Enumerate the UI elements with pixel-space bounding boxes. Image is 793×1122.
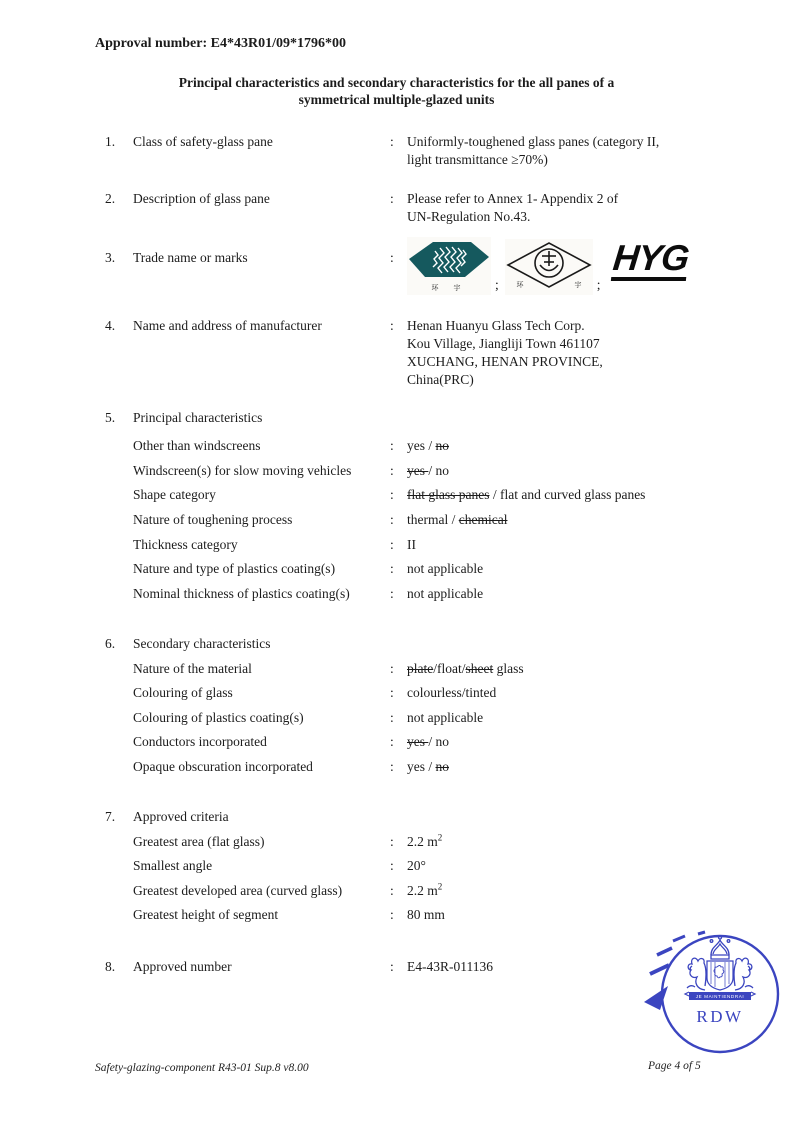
page-title-line2: symmetrical multiple-glazed units bbox=[298, 92, 495, 107]
row-label: Windscreen(s) for slow moving vehicles bbox=[133, 463, 352, 478]
row-value: yes / no bbox=[407, 438, 449, 453]
row-value: yes / no bbox=[407, 734, 450, 749]
section-number: 6. bbox=[105, 636, 116, 651]
row-value: II bbox=[407, 537, 416, 552]
item-value-line: light transmittance ≥70%) bbox=[407, 152, 548, 167]
row-label: Greatest developed area (curved glass) bbox=[133, 883, 343, 898]
item-value bbox=[407, 317, 737, 389]
colon: : bbox=[390, 191, 394, 206]
hexagon-trademark-icon bbox=[407, 237, 491, 295]
row-label: Other than windscreens bbox=[133, 438, 261, 453]
colon: : bbox=[390, 759, 394, 774]
row-value: 2.2 $m^2$ bbox=[407, 832, 443, 849]
colon: : bbox=[390, 959, 394, 974]
item-label: Approved number bbox=[133, 959, 232, 974]
section-title: Principal characteristics bbox=[133, 410, 263, 425]
row-label: Nominal thickness of plastics coating(s) bbox=[133, 586, 350, 601]
item-value-line: Uniformly-toughened glass panes (category II, bbox=[407, 134, 660, 149]
row-label: Nature of the material bbox=[133, 661, 252, 676]
colon: : bbox=[390, 134, 394, 149]
item-number: 8. bbox=[105, 959, 116, 974]
row-value: plate/float/sheet glass bbox=[407, 661, 524, 676]
diamond-mark-caption: 环 bbox=[516, 281, 524, 289]
colon: : bbox=[390, 685, 394, 700]
colon: : bbox=[390, 250, 394, 265]
row-label: Shape category bbox=[133, 487, 216, 502]
item-value-line: UN-Regulation No.43. bbox=[407, 209, 531, 224]
item-value bbox=[407, 190, 737, 226]
hexagon-mark-caption: 环 bbox=[431, 284, 439, 292]
colon: : bbox=[390, 512, 394, 527]
row-value: flat glass panes / flat and curved glass panes bbox=[407, 487, 646, 502]
trademark-logos bbox=[407, 237, 691, 295]
item-value-line: XUCHANG, HENAN PROVINCE, bbox=[407, 354, 603, 369]
item-value-line: Please refer to Annex 1- Appendix 2 of bbox=[407, 191, 619, 206]
row-label: Greatest height of segment bbox=[133, 907, 279, 922]
item-value-line: Kou Village, Jiangliji Town 461107 bbox=[407, 336, 600, 351]
colon: : bbox=[390, 537, 394, 552]
row-label: Smallest angle bbox=[133, 858, 213, 873]
row-value: thermal / chemical bbox=[407, 512, 508, 527]
item-value-line: Henan Huanyu Glass Tech Corp. bbox=[407, 318, 585, 333]
row-label: Colouring of plastics coating(s) bbox=[133, 710, 304, 725]
colon: : bbox=[390, 834, 394, 849]
diamond-mark-caption: 宇 bbox=[574, 281, 582, 289]
row-value: 80 mm bbox=[407, 907, 445, 922]
colon: : bbox=[390, 463, 394, 478]
section-title: Secondary characteristics bbox=[133, 636, 271, 651]
row-value: 20° bbox=[407, 858, 426, 873]
separator-semicolon: ; bbox=[495, 277, 499, 292]
superscript: 2 bbox=[437, 832, 443, 843]
separator-semicolon: ; bbox=[596, 277, 601, 292]
colon: : bbox=[390, 661, 394, 676]
diamond-trademark-icon bbox=[505, 239, 593, 295]
colon: : bbox=[390, 561, 394, 576]
approval-number: Approval number: E4*43R01/09*1796*00 bbox=[95, 36, 346, 51]
item-value bbox=[407, 133, 737, 169]
rdw-stamp-icon bbox=[643, 928, 793, 1060]
colon: : bbox=[390, 487, 394, 502]
superscript: 2 bbox=[437, 881, 443, 892]
row-label: Thickness category bbox=[133, 537, 238, 552]
footer-page-number: Page 4 of 5 bbox=[648, 1060, 701, 1072]
footer-doc-ref: Safety-glazing-component R43-01 Sup.8 v8.00 bbox=[95, 1062, 309, 1074]
row-label: Nature and type of plastics coating(s) bbox=[133, 561, 336, 576]
section-number: 7. bbox=[105, 809, 116, 824]
colon: : bbox=[390, 710, 394, 725]
colon: : bbox=[390, 883, 394, 898]
item-value-line: China(PRC) bbox=[407, 372, 474, 387]
item-label: Name and address of manufacturer bbox=[133, 318, 322, 333]
page-title bbox=[0, 74, 793, 108]
row-label: Opaque obscuration incorporated bbox=[133, 759, 313, 774]
stamp-org: RDW bbox=[696, 1007, 744, 1026]
section-number: 5. bbox=[105, 410, 116, 425]
row-value: yes / no bbox=[407, 463, 450, 478]
colon: : bbox=[390, 734, 394, 749]
item-number: 4. bbox=[105, 318, 116, 333]
item-number: 3. bbox=[105, 250, 116, 265]
colon: : bbox=[390, 586, 394, 601]
item-label: Description of glass pane bbox=[133, 191, 270, 206]
row-value: colourless/tinted bbox=[407, 685, 497, 700]
item-number: 1. bbox=[105, 134, 116, 149]
section-title: Approved criteria bbox=[133, 809, 229, 824]
row-value: not applicable bbox=[407, 561, 484, 576]
row-label: Conductors incorporated bbox=[133, 734, 267, 749]
stamp-motto: JE MAINTIENDRAI bbox=[695, 994, 745, 999]
rdw-stamp bbox=[643, 928, 793, 1065]
row-value: not applicable bbox=[407, 710, 484, 725]
hexagon-mark-caption: 宇 bbox=[453, 284, 461, 292]
colon: : bbox=[390, 907, 394, 922]
row-value: not applicable bbox=[407, 586, 484, 601]
item-number: 2. bbox=[105, 191, 116, 206]
item-label: Trade name or marks bbox=[133, 250, 248, 265]
row-value: 2.2 $m^2$ bbox=[407, 881, 443, 898]
page-title-line1: Principal characteristics and secondary characteristics for the all panes of a bbox=[178, 75, 615, 90]
item-value: E4-43R-011136 bbox=[407, 959, 493, 974]
colon: : bbox=[390, 438, 394, 453]
row-label: Nature of toughening process bbox=[133, 512, 293, 527]
row-label: Greatest area (flat glass) bbox=[133, 834, 265, 849]
hyg-wordmark: HYG bbox=[610, 240, 689, 281]
item-label: Class of safety-glass pane bbox=[133, 134, 273, 149]
colon: : bbox=[390, 318, 394, 333]
row-label: Colouring of glass bbox=[133, 685, 233, 700]
colon: : bbox=[390, 858, 394, 873]
row-value: yes / no bbox=[407, 759, 449, 774]
